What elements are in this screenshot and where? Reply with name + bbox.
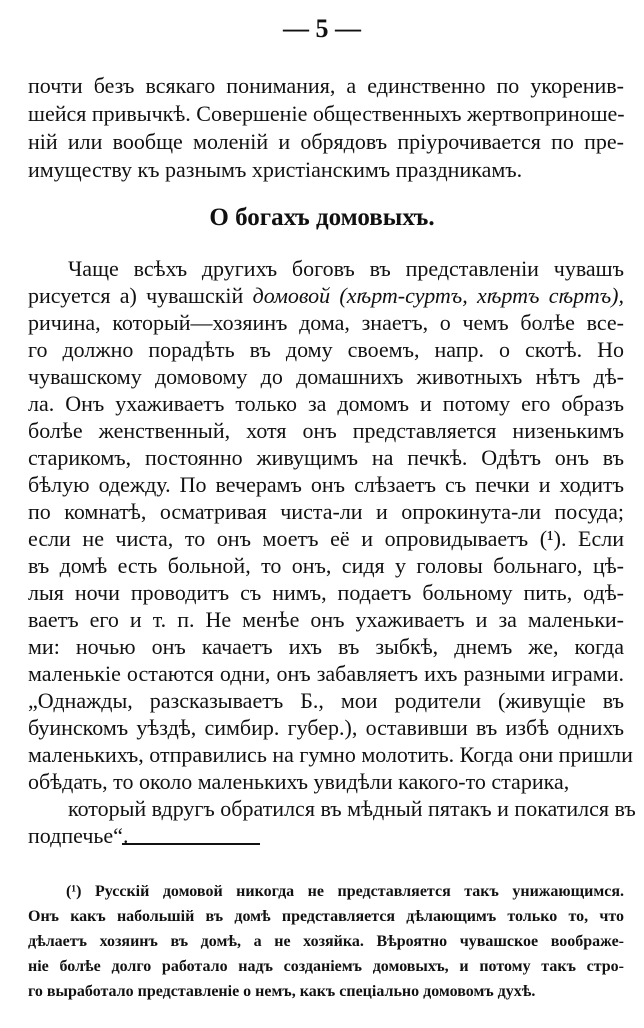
- text-line: старикомъ, постоянно живущимъ на печкѣ. Одѣтъ онъ въ: [28, 445, 624, 470]
- text-line: ла. Онъ ухаживаетъ только за домомъ и потому его образъ: [28, 391, 624, 416]
- text-line: го должно порадѣть въ дому своемъ, напр. о скотѣ. Но: [28, 337, 624, 362]
- footnote-line: го выработало представленіе о немъ, какъ спеціально домовомъ духѣ.: [28, 983, 536, 1000]
- footnote-line: Онъ какъ набольшій въ домѣ представляется дѣлающимъ только то, что: [28, 908, 624, 925]
- text-line: если не чиста, то онъ моетъ её и опровидываетъ (¹). Если: [28, 526, 624, 551]
- text-line: обѣдать, то около маленькихъ увидѣли какого-то старика,: [28, 769, 570, 794]
- text-line: ричина, который—хозяинъ дома, знаетъ, о чемъ болѣе все-: [28, 310, 624, 335]
- text-line: ми: ночью онъ качаетъ ихъ въ зыбкѣ, днемъ же, когда: [28, 634, 624, 659]
- text-line: буинскомъ уѣздѣ, симбир. губер.), оставивши въ избѣ однихъ: [28, 715, 624, 740]
- text-line: подпечье“.: [28, 823, 129, 848]
- text-line: болѣе женственный, хотя онъ представляется низенькимъ: [28, 418, 624, 443]
- text-line: чувашскому домовому до домашнихъ животныхъ нѣтъ дѣ-: [28, 364, 624, 389]
- text-line: который вдругъ обратился въ мѣдный пятакъ и покатился въ: [68, 796, 636, 821]
- text-line: Чаще всѣхъ другихъ боговъ въ представленіи чувашъ: [68, 256, 624, 281]
- text-line: маленькіе остаются одни, онъ забавляетъ ихъ разными играми.: [28, 661, 624, 686]
- text-line: имуществу къ разнымъ христіанскимъ праздникамъ.: [28, 157, 523, 182]
- italic-term: домовой (хѣрт-суртъ, хѣртъ сѣртъ),: [252, 283, 624, 308]
- page-number: — 5 —: [283, 14, 361, 43]
- footnote-line: (¹) Русскій домовой никогда не представляется такъ унижающимся.: [66, 883, 624, 900]
- text-segment: рисуется а) чувашскій: [28, 283, 253, 308]
- footnote-line: ніе болѣе долго работало надъ созданіемъ домовыхъ, и потому такъ стро-: [28, 958, 624, 975]
- footnote-divider: [122, 843, 260, 845]
- footnote-line: дѣлаетъ хозяинъ въ домѣ, а не хозяйка. Вѣроятно чувашское воображе-: [28, 933, 624, 950]
- text-line: лыя ночи проводитъ съ нимъ, подаетъ больному пить, одѣ-: [28, 580, 624, 605]
- text-line: [28, 282, 624, 310]
- text-line: бѣлую одежду. По вечерамъ онъ слѣзаетъ съ печки и ходитъ: [28, 472, 624, 497]
- section-heading: О богахъ домовыхъ.: [209, 204, 435, 231]
- text-line: ній или вообще моленій и обрядовъ пріурочивается по пре-: [28, 129, 624, 154]
- text-line: „Однажды, разсказываетъ Б., мои родители (живущіе въ: [28, 688, 624, 713]
- text-line: по комнатѣ, осматривая чиста-ли и опрокинута-ли посуда;: [28, 499, 624, 524]
- text-line: почти безъ всякаго понимания, а единственно по укоренив-: [28, 73, 624, 98]
- text-line: въ домѣ есть больной, то онъ, сидя у головы больнаго, цѣ-: [28, 553, 624, 578]
- text-line: шейся привычкѣ. Совершеніе общественныхъ жертвоприноше-: [28, 101, 625, 126]
- text-line: ваетъ его и т. п. Не менѣе онъ ухаживаетъ и за маленьки-: [28, 607, 624, 632]
- text-line: маленькихъ, отправились на гумно молотить. Когда они пришли: [28, 742, 633, 767]
